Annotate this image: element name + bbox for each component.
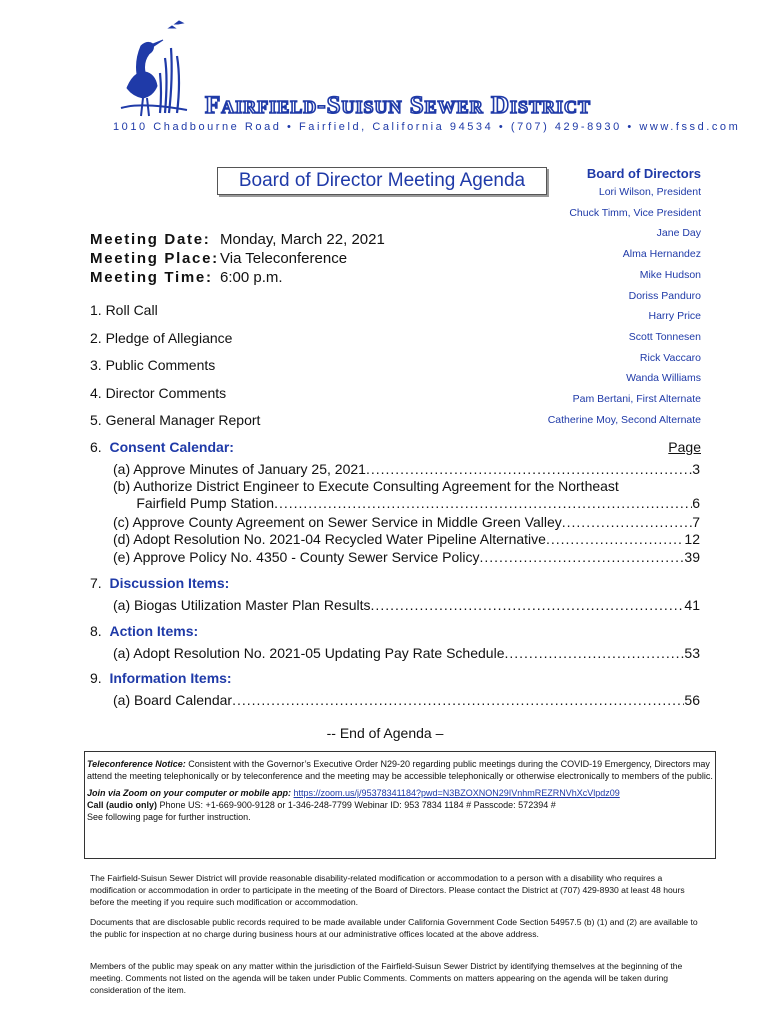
consent-calendar-heading	[90, 439, 234, 455]
public-records-paragraph: Documents that are disclosable public records required to be made available under California Government Code Section 54957.5 (b) (1) and (2) are available to the public for inspection at no charge during business hours at our administrative offices located at the above address.	[90, 917, 698, 939]
notice-text: Consistent with the Governor’s Executive Order N29-20 regarding public meetings during the COVID-19 Emergency, Directors may attend the meeting telephonically or by teleconference and the meeting may be accessible telephonically or otherwise electronically to members of the public.	[87, 759, 713, 781]
board-member: Alma Hernandez	[622, 248, 701, 261]
public-comment-paragraph: Members of the public may speak on any matter within the jurisdiction of the Fairfield-Suisun Sewer District by identifying themselves at the beginning of the meeting. Comments not listed on the agenda will be taken under Public Comments. Comments on matters appearing on the agenda will be taken during consideration of the item.	[90, 961, 683, 995]
subitem-text: (a) Biogas Utilization Master Plan Results	[113, 597, 371, 613]
organization-address: 1010 Chadbourne Road • Fairfield, California 94534 • (707) 429-8930 • www.fssd.com	[113, 121, 741, 133]
section-title: Discussion Items:	[109, 575, 230, 591]
teleconference-notice	[84, 751, 716, 859]
subitem-text: (e) Approve Policy No. 4350 - County Sewer Service Policy	[113, 549, 480, 565]
section-number: 6.	[90, 439, 102, 455]
section-title: Action Items:	[109, 623, 199, 639]
notice-label: Teleconference Notice:	[87, 759, 186, 769]
board-member: Harry Price	[648, 310, 701, 323]
call-text: Phone US: +1-669-900-9128 or 1-346-248-7799 Webinar ID: 953 7834 1184 # Passcode: 572394 #	[157, 800, 556, 810]
page-title: Board of Director Meeting Agenda	[217, 167, 547, 195]
subitem-text: (d) Adopt Resolution No. 2021-04 Recycled Water Pipeline Alternative	[113, 531, 546, 547]
agenda-subitem	[113, 461, 700, 477]
board-of-directors	[441, 166, 701, 430]
agenda-item-public-comments: 3. Public Comments	[90, 357, 216, 373]
board-member: Pam Bertani, First Alternate	[572, 393, 701, 406]
subitem-text: Fairfield Pump Station	[113, 495, 275, 511]
agenda-subitem	[113, 514, 700, 530]
agenda-item-director-comments: 4. Director Comments	[90, 385, 227, 401]
meeting-place-label: Meeting Place:	[90, 250, 219, 267]
section-number: 9.	[90, 670, 102, 686]
agenda-item-roll-call: 1. Roll Call	[90, 302, 158, 318]
discussion-items-heading	[90, 575, 229, 591]
meeting-time-label: Meeting Time:	[90, 269, 213, 286]
accommodation-paragraph: The Fairfield-Suisun Sewer District will provide reasonable disability-related modification or accommodation to a person with a disability who requires a modification or accommodation in order to participate in the meeting of the Board of Directors. Please contact the District at (707) 429-8930 at least 48 hours before the meeting if you require such modification or accommodation.	[90, 873, 685, 907]
board-member: Scott Tonnesen	[628, 330, 701, 343]
board-member: Catherine Moy, Second Alternate	[547, 413, 701, 426]
zoom-link[interactable]: https://zoom.us/j/95378341184?pwd=N3BZOXNON29IVnhmREZRNVhXcVlpdz09	[293, 788, 620, 798]
meeting-date-label: Meeting Date:	[90, 231, 211, 248]
subitem-page: 6	[692, 495, 700, 511]
board-member: Doriss Panduro	[628, 289, 701, 302]
agenda-subitem	[113, 478, 700, 494]
agenda-subitem	[113, 495, 700, 511]
board-member: Jane Day	[656, 227, 701, 240]
subitem-page: 53	[684, 645, 700, 661]
board-heading: Board of Directors	[586, 166, 701, 181]
agenda-subitem	[113, 549, 700, 565]
subitem-page: 3	[692, 461, 700, 477]
board-member: Rick Vaccaro	[639, 351, 701, 364]
subitem-page: 12	[684, 531, 700, 547]
zoom-label: Join via Zoom on your computer or mobile app:	[87, 788, 294, 798]
end-of-agenda: -- End of Agenda –	[326, 725, 444, 741]
agenda-subitem	[113, 645, 700, 661]
subitem-text: (b) Authorize District Engineer to Execute Consulting Agreement for the Northeast	[113, 478, 619, 494]
agenda-subitem	[113, 692, 700, 708]
meeting-info	[90, 230, 385, 287]
information-items-heading	[90, 670, 232, 686]
subitem-page: 7	[692, 514, 700, 530]
subitem-text: (c) Approve County Agreement on Sewer Service in Middle Green Valley	[113, 514, 562, 530]
board-member: Lori Wilson, President	[598, 186, 701, 198]
section-number: 7.	[90, 575, 102, 591]
agenda-subitem	[113, 597, 700, 613]
subitem-page: 41	[684, 597, 700, 613]
board-member: Wanda Williams	[626, 372, 701, 385]
section-title: Information Items:	[109, 670, 232, 686]
meeting-place: Via Teleconference	[220, 250, 348, 267]
agenda-item-gm-report: 5. General Manager Report	[90, 412, 261, 428]
agenda-item-pledge: 2. Pledge of Allegiance	[90, 330, 233, 346]
subitem-text: (a) Approve Minutes of January 25, 2021	[113, 461, 366, 477]
subitem-page: 56	[684, 692, 700, 708]
organization-name: Fairfield-Suisun Sewer District	[205, 92, 592, 119]
follow-text: See following page for further instruction.	[87, 812, 251, 822]
subitem-page: 39	[684, 549, 700, 565]
section-number: 8.	[90, 623, 102, 639]
call-label: Call (audio only)	[87, 800, 158, 810]
subitem-text: (a) Adopt Resolution No. 2021-05 Updating Pay Rate Schedule	[113, 645, 505, 661]
board-member: Mike Hudson	[639, 268, 701, 281]
action-items-heading	[90, 623, 198, 639]
heron-logo-icon	[113, 18, 193, 118]
agenda-subitem	[113, 531, 700, 547]
subitem-text: (a) Board Calendar	[113, 692, 233, 708]
section-title: Consent Calendar:	[109, 439, 234, 455]
board-member: Chuck Timm, Vice President	[569, 206, 701, 219]
meeting-time: 6:00 p.m.	[220, 269, 283, 286]
meeting-date: Monday, March 22, 2021	[220, 231, 385, 248]
page-column-header: Page	[668, 439, 701, 455]
